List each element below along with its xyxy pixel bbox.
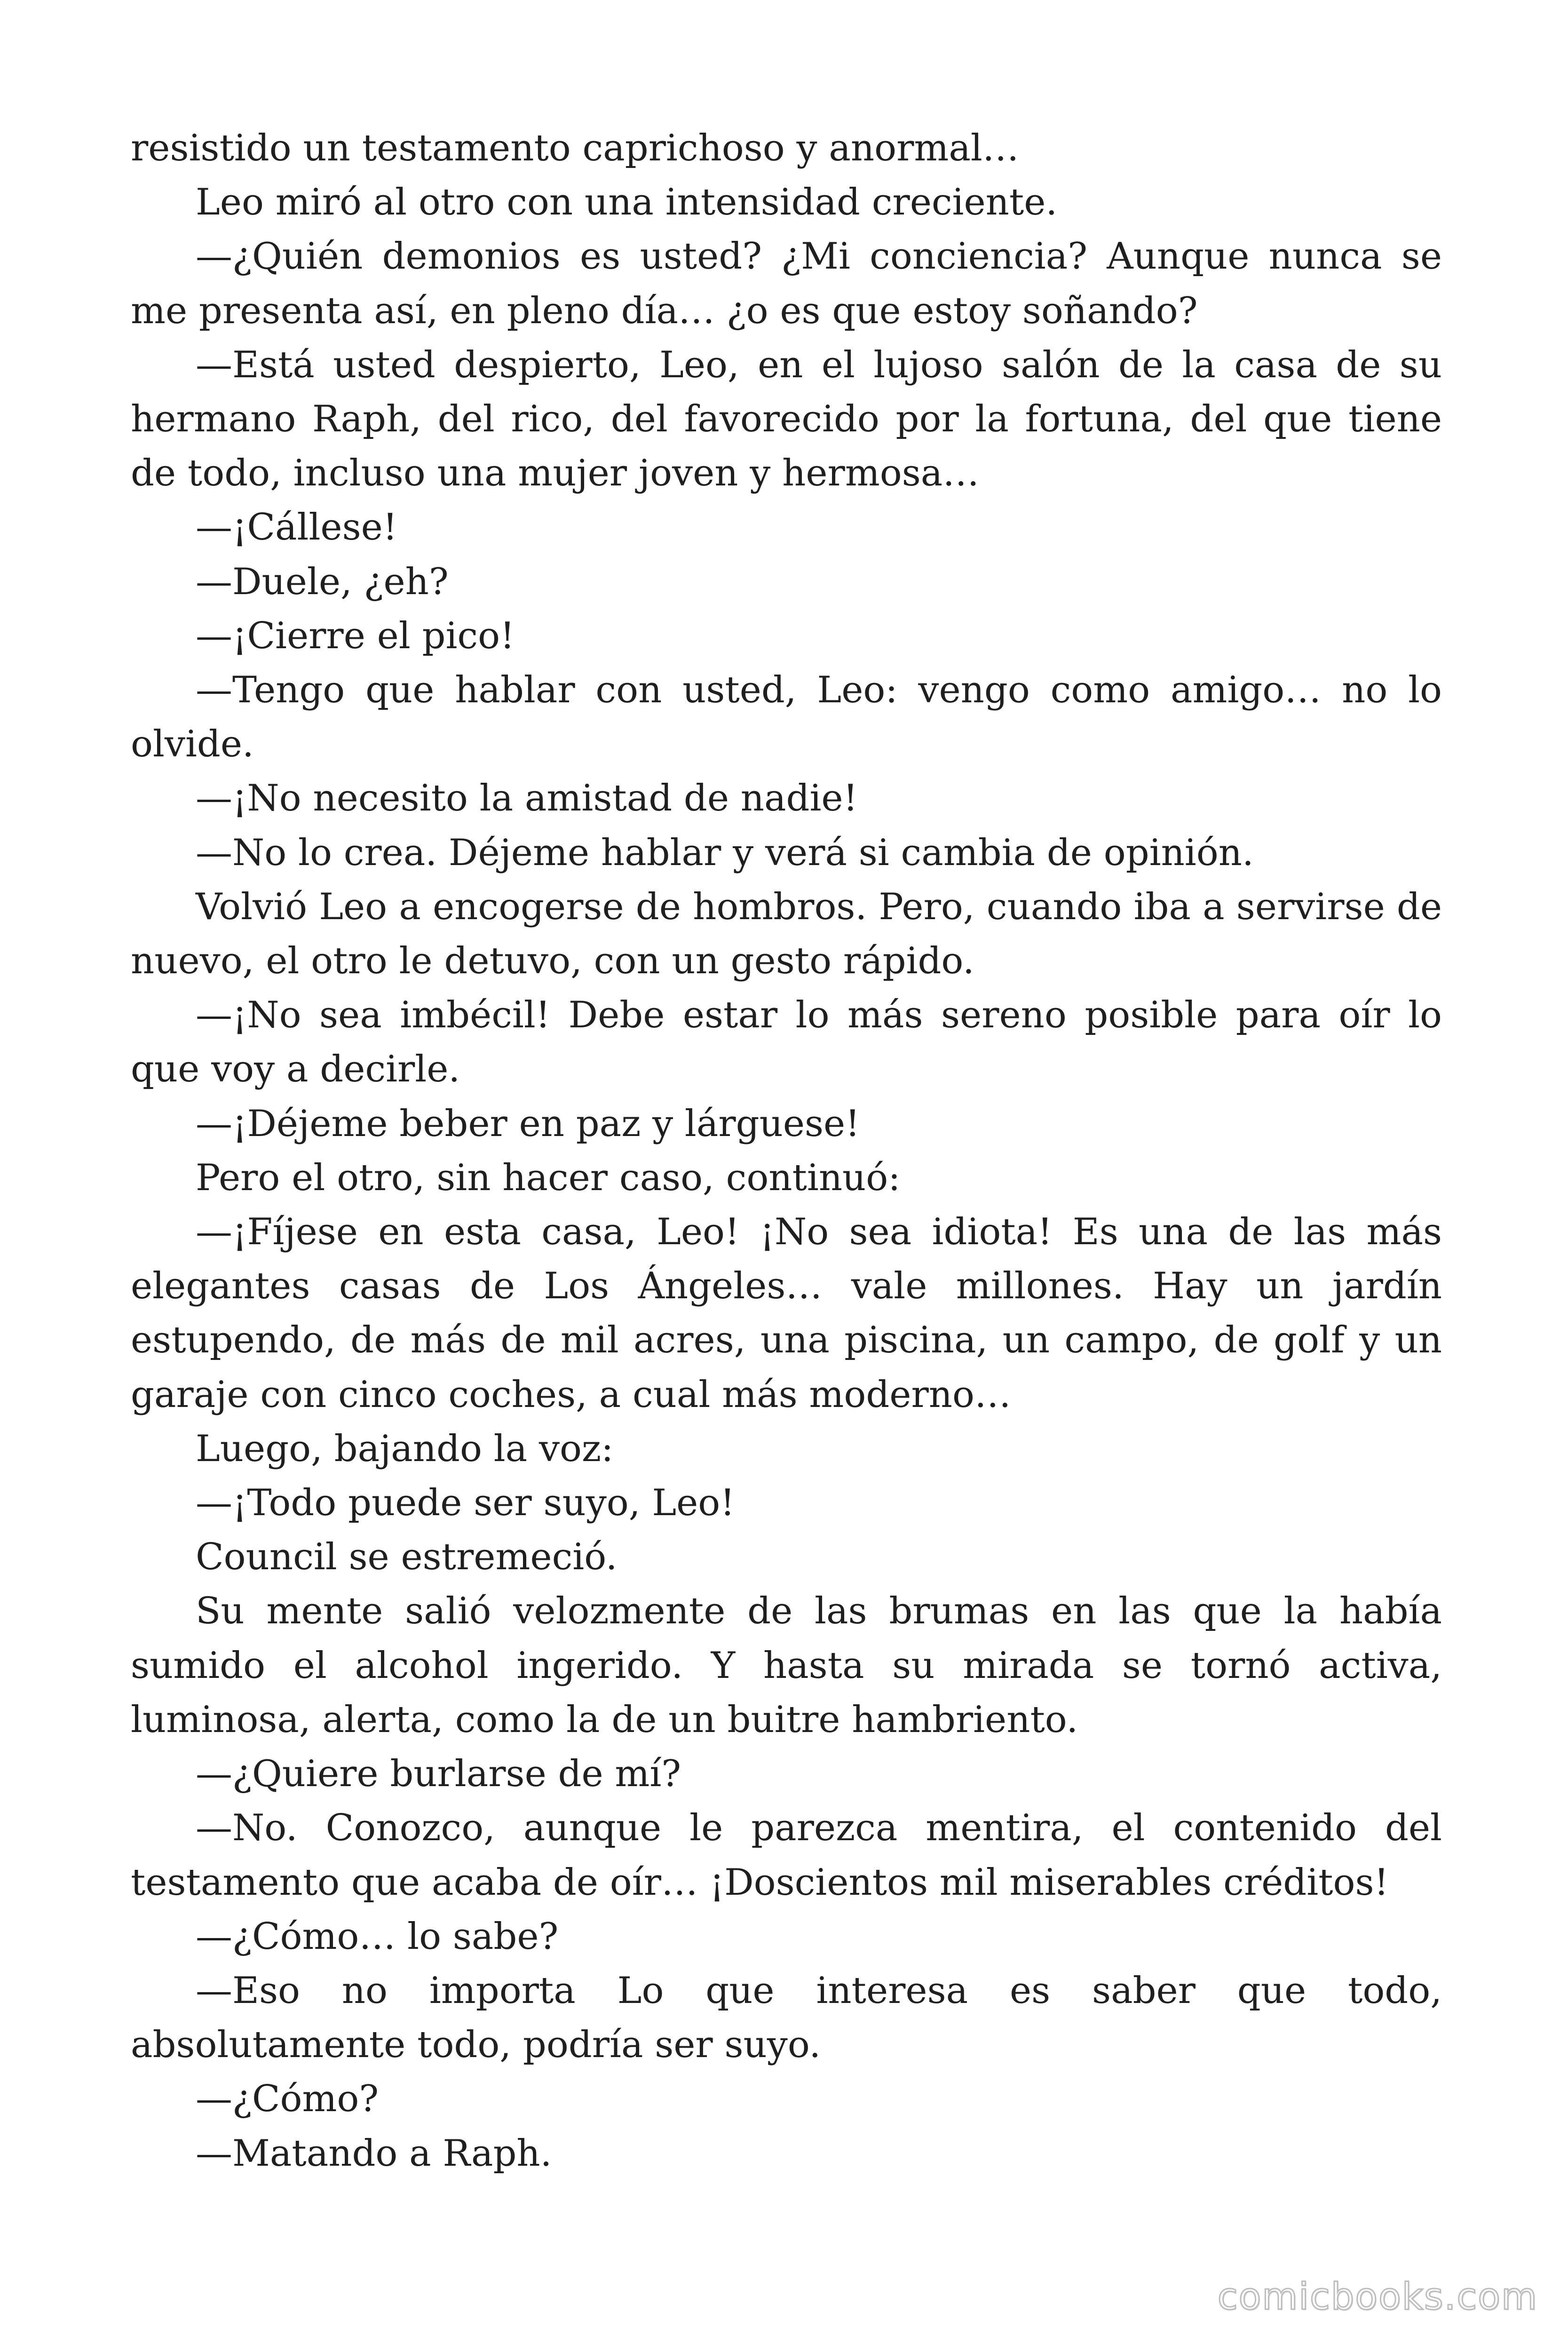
paragraph: —¿Cómo… lo sabe? [196,1915,559,1958]
paragraph: Volvió Leo a encogerse de hombros. Pero, cuando iba a servirse de nuevo, el otro le detuvo, con un gesto rápido. [131,885,1442,983]
body-text [131,121,1442,2181]
paragraph: Luego, bajando la voz: [196,1427,614,1470]
paragraph: —Está usted despierto, Leo, en el lujoso salón de la casa de su hermano Raph, del rico, del favorecido por la fortuna, del que tiene de todo, incluso una mujer joven y hermosa… [131,343,1442,495]
paragraph: —Matando a Raph. [196,2132,552,2175]
paragraph: —¡Déjeme beber en paz y lárguese! [196,1102,860,1145]
paragraph: —No lo crea. Déjeme hablar y verá si cambia de opinión. [196,831,1254,874]
paragraph: Pero el otro, sin hacer caso, continuó: [196,1156,901,1199]
paragraph: —¿Quién demonios es usted? ¿Mi conciencia? Aunque nunca se me presenta así, en pleno día… ¿o es que estoy soñando? [131,235,1442,332]
paragraph: Council se estremeció. [196,1536,618,1579]
watermark: comicbooks.com [1217,2276,1538,2318]
paragraph: —¡Fíjese en esta casa, Leo! ¡No sea idiota! Es una de las más elegantes casas de Los Ángeles… vale millones. Hay un jardín estupendo, de más de mil acres, una piscina, un campo, de golf y un garaje con cinco coches, a cual más moderno… [131,1211,1442,1416]
paragraph: Leo miró al otro con una intensidad creciente. [196,181,1058,224]
paragraph: —¡No sea imbécil! Debe estar lo más sereno posible para oír lo que voy a decirle. [131,994,1442,1091]
paragraph: —¿Cómo? [196,2078,379,2121]
paragraph: —¿Quiere burlarse de mí? [196,1753,681,1796]
paragraph: —No. Conozco, aunque le parezca mentira, el contenido del testamento que acaba de oír… ¡Doscientos mil miserables créditos! [131,1807,1442,1904]
paragraph: Su mente salió velozmente de las brumas en las que la había sumido el alcohol ingerido. Y hasta su mirada se tornó activa, luminosa, alerta, como la de un buitre hambriento. [131,1590,1442,1741]
paragraph: —¡Cállese! [196,506,398,549]
paragraph: —¡Todo puede ser suyo, Leo! [196,1482,735,1525]
paragraph: —¡Cierre el pico! [196,614,515,657]
paragraph: —Duele, ¿eh? [196,560,449,603]
paragraph: —¡No necesito la amistad de nadie! [196,777,858,820]
paragraph-continuation: resistido un testamento caprichoso y anormal… [131,127,1019,169]
paragraph: —Tengo que hablar con usted, Leo: vengo como amigo… no lo olvide. [131,669,1442,766]
paragraph: —Eso no importa Lo que interesa es saber que todo, absolutamente todo, podría ser suyo. [131,1969,1442,2066]
